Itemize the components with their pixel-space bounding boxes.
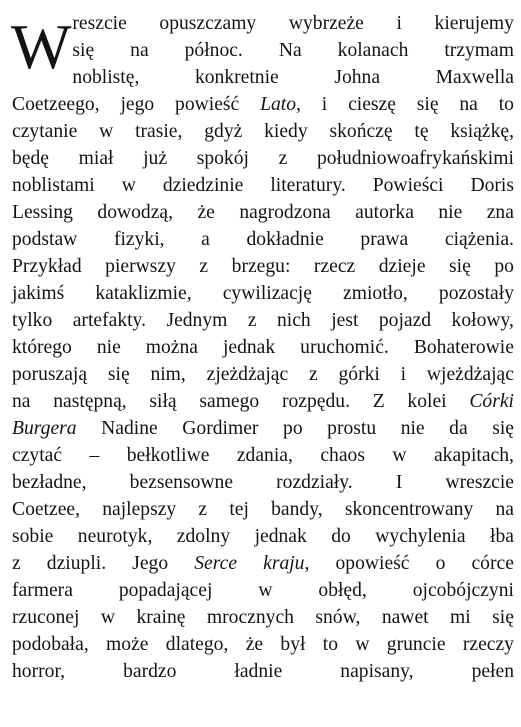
- word: kolei: [407, 391, 447, 412]
- word: bełkotliwe: [126, 445, 210, 466]
- text-line: [12, 361, 514, 388]
- text-line: [12, 199, 514, 226]
- word: mi: [450, 607, 471, 628]
- word: się: [492, 418, 514, 439]
- word: rzecz: [313, 256, 356, 277]
- word: krainę: [136, 607, 186, 628]
- text-line: [12, 91, 514, 118]
- word: kataklizmie,: [95, 283, 192, 304]
- word: kiedy: [264, 121, 308, 142]
- word: rzeczy: [462, 634, 514, 655]
- word: może: [106, 634, 149, 655]
- word: i: [400, 364, 407, 385]
- word: napisany,: [340, 661, 414, 682]
- word: Maxwella: [435, 67, 514, 88]
- word: się: [72, 40, 95, 61]
- word: w: [258, 580, 273, 601]
- word: literatury.: [270, 175, 346, 196]
- word: Powieści: [372, 175, 444, 196]
- text-line: [12, 523, 514, 550]
- word: którego: [12, 337, 72, 358]
- word: z: [199, 256, 209, 277]
- word: brzegu:: [231, 256, 291, 277]
- word: chaos: [320, 445, 365, 466]
- word: dzieje: [378, 256, 426, 277]
- word: Jednym: [166, 310, 228, 331]
- word: Na: [278, 40, 302, 61]
- word: jego: [120, 94, 155, 115]
- word: z: [247, 310, 257, 331]
- word: że: [245, 634, 264, 655]
- word: poruszają: [12, 364, 88, 385]
- word: Córki: [469, 391, 514, 412]
- word: ojcobójczyni: [412, 580, 514, 601]
- word: samego: [199, 391, 260, 412]
- word: w: [355, 634, 370, 655]
- word: rozdziały.: [276, 472, 353, 493]
- word: się: [492, 607, 514, 628]
- word: noblistami: [12, 175, 95, 196]
- text-line: [12, 280, 514, 307]
- word: cieszę: [348, 94, 396, 115]
- word: Johna: [334, 67, 381, 88]
- word: ciążenia.: [444, 229, 514, 250]
- word: nawet: [381, 607, 429, 628]
- word: prostu: [327, 418, 377, 439]
- word: bezładne,: [12, 472, 87, 493]
- word: da: [449, 418, 468, 439]
- word: zmiotło,: [343, 283, 408, 304]
- word: I: [395, 472, 403, 493]
- word: tylko: [12, 310, 53, 331]
- text-line: [12, 145, 514, 172]
- word: popadającej: [118, 580, 213, 601]
- word: w: [100, 607, 116, 628]
- word: Coetzee,: [12, 499, 80, 520]
- word: Coetzeego,: [12, 94, 100, 115]
- word: kierujemy: [434, 13, 514, 34]
- word: tę: [414, 121, 429, 142]
- word: dziupli.: [46, 553, 107, 574]
- text-line: [12, 334, 514, 361]
- word: rozpędu.: [281, 391, 350, 412]
- word: powieść: [175, 94, 240, 115]
- word: i: [321, 94, 328, 115]
- word: podstaw: [12, 229, 78, 250]
- text-line: [12, 442, 514, 469]
- word: podobała,: [12, 634, 89, 655]
- text-line: [12, 172, 514, 199]
- word: artefakty.: [72, 310, 146, 331]
- word: jednak: [222, 337, 276, 358]
- word: będę: [12, 148, 49, 169]
- text-line: [12, 550, 514, 577]
- word: że: [197, 202, 215, 223]
- word: kolanach: [337, 40, 409, 61]
- word: opowieść: [335, 553, 410, 574]
- word: zdolny: [176, 526, 231, 547]
- word: po: [494, 256, 514, 277]
- word: konkretnie: [194, 67, 279, 88]
- word: neurotyk,: [77, 526, 153, 547]
- text-line: [12, 631, 514, 658]
- word: nie: [400, 418, 425, 439]
- word: w: [121, 175, 136, 196]
- word: wreszcie: [445, 472, 514, 493]
- text-line: [72, 10, 514, 37]
- word: akapitach,: [433, 445, 514, 466]
- text-line: [12, 307, 514, 334]
- word: rzuconej: [12, 607, 80, 628]
- word: opuszczamy: [159, 13, 257, 34]
- text-line: [12, 226, 514, 253]
- word: nagrodzona: [239, 202, 331, 223]
- word: uruchomić.: [300, 337, 389, 358]
- text-line: [12, 118, 514, 145]
- word: siłą: [149, 391, 177, 412]
- word: wybrzeże: [288, 13, 364, 34]
- word: pierwszy: [105, 256, 176, 277]
- word: był: [280, 634, 306, 655]
- word: kraju,: [263, 553, 310, 574]
- word: Lessing: [12, 202, 73, 223]
- word: górki: [338, 364, 380, 385]
- word: Serce: [194, 553, 238, 574]
- word: Nadine: [101, 418, 158, 439]
- word: w: [392, 445, 407, 466]
- text-line: [12, 415, 514, 442]
- word: z: [198, 499, 208, 520]
- word: mrocznych: [206, 607, 294, 628]
- word: –: [89, 445, 100, 466]
- word: bandy,: [271, 499, 323, 520]
- word: kołowy,: [451, 310, 514, 331]
- word: jakimś: [12, 283, 65, 304]
- word: łba: [490, 526, 514, 547]
- text-line: [72, 37, 514, 64]
- text-line: [12, 496, 514, 523]
- word: zna: [486, 202, 514, 223]
- word: zjeżdżając: [206, 364, 289, 385]
- word: następną,: [53, 391, 127, 412]
- word: cywilizację: [222, 283, 312, 304]
- word: to: [322, 634, 339, 655]
- word: o: [435, 553, 446, 574]
- text-line: [72, 64, 514, 91]
- word: reszcie: [72, 13, 127, 34]
- word: nie: [96, 337, 121, 358]
- word: trzymam: [444, 40, 514, 61]
- word: się: [449, 256, 471, 277]
- word: bardzo: [123, 661, 177, 682]
- word: horror,: [12, 661, 66, 682]
- word: autorka: [355, 202, 414, 223]
- text-line: [12, 658, 514, 685]
- word: na: [459, 94, 478, 115]
- article-page: [12, 10, 514, 685]
- word: na: [12, 391, 31, 412]
- word: fizyki,: [113, 229, 165, 250]
- word: prawa: [360, 229, 409, 250]
- word: spokój: [196, 148, 249, 169]
- word: się: [107, 364, 130, 385]
- word: gruncie: [386, 634, 446, 655]
- word: gdyż: [204, 121, 243, 142]
- text-line: [12, 577, 514, 604]
- text-line: [12, 604, 514, 631]
- word: dziedzinie: [162, 175, 244, 196]
- word: się: [416, 94, 439, 115]
- word: dlatego,: [165, 634, 229, 655]
- word: ładnie: [234, 661, 283, 682]
- word: skoncentrowany: [344, 499, 474, 520]
- word: Jego: [132, 553, 169, 574]
- word: po: [283, 418, 303, 439]
- word: sobie: [12, 526, 54, 547]
- word: dowodzą,: [97, 202, 174, 223]
- word: trasie,: [135, 121, 183, 142]
- word: Lato,: [260, 94, 301, 115]
- word: Gordimer: [182, 418, 259, 439]
- word: wychylenia: [375, 526, 466, 547]
- word: i: [396, 13, 402, 34]
- word: dokładnie: [246, 229, 324, 250]
- text-line: [12, 388, 514, 415]
- word: jednak: [254, 526, 307, 547]
- word: z: [278, 148, 288, 169]
- word: z: [308, 364, 318, 385]
- word: nim,: [150, 364, 186, 385]
- word: do: [331, 526, 351, 547]
- word: skończę: [329, 121, 393, 142]
- text-line: [12, 469, 514, 496]
- word: czytanie: [12, 121, 78, 142]
- word: w: [99, 121, 114, 142]
- word: na: [130, 40, 149, 61]
- word: farmera: [12, 580, 73, 601]
- word: na: [495, 499, 514, 520]
- word: nie: [438, 202, 463, 223]
- word: tej: [229, 499, 249, 520]
- drop-cap-letter: W: [11, 11, 72, 82]
- word: najlepszy: [102, 499, 177, 520]
- word: można: [145, 337, 198, 358]
- word: jest: [331, 310, 359, 331]
- word: zdania,: [236, 445, 293, 466]
- word: południowoafrykańskimi: [316, 148, 514, 169]
- word: córce: [471, 553, 514, 574]
- word: a: [201, 229, 210, 250]
- word: Burgera: [12, 418, 77, 439]
- article-body: [12, 10, 514, 685]
- word: Z: [372, 391, 385, 412]
- word: północ.: [184, 40, 243, 61]
- text-line: [12, 253, 514, 280]
- word: Doris: [470, 175, 514, 196]
- word: bezsensowne: [129, 472, 234, 493]
- word: noblistę,: [72, 67, 140, 88]
- word: snów,: [315, 607, 361, 628]
- word: już: [143, 148, 168, 169]
- word: pojazd: [378, 310, 432, 331]
- word: wjeżdżając: [426, 364, 514, 385]
- word: książkę,: [450, 121, 514, 142]
- word: czytać: [12, 445, 63, 466]
- word: nich: [277, 310, 311, 331]
- word: pozostały: [438, 283, 514, 304]
- word: Bohaterowie: [413, 337, 514, 358]
- word: pełen: [471, 661, 514, 682]
- word: z: [12, 553, 21, 574]
- word: obłęd,: [318, 580, 367, 601]
- word: Przykład: [12, 256, 82, 277]
- word: to: [498, 94, 514, 115]
- word: miał: [78, 148, 114, 169]
